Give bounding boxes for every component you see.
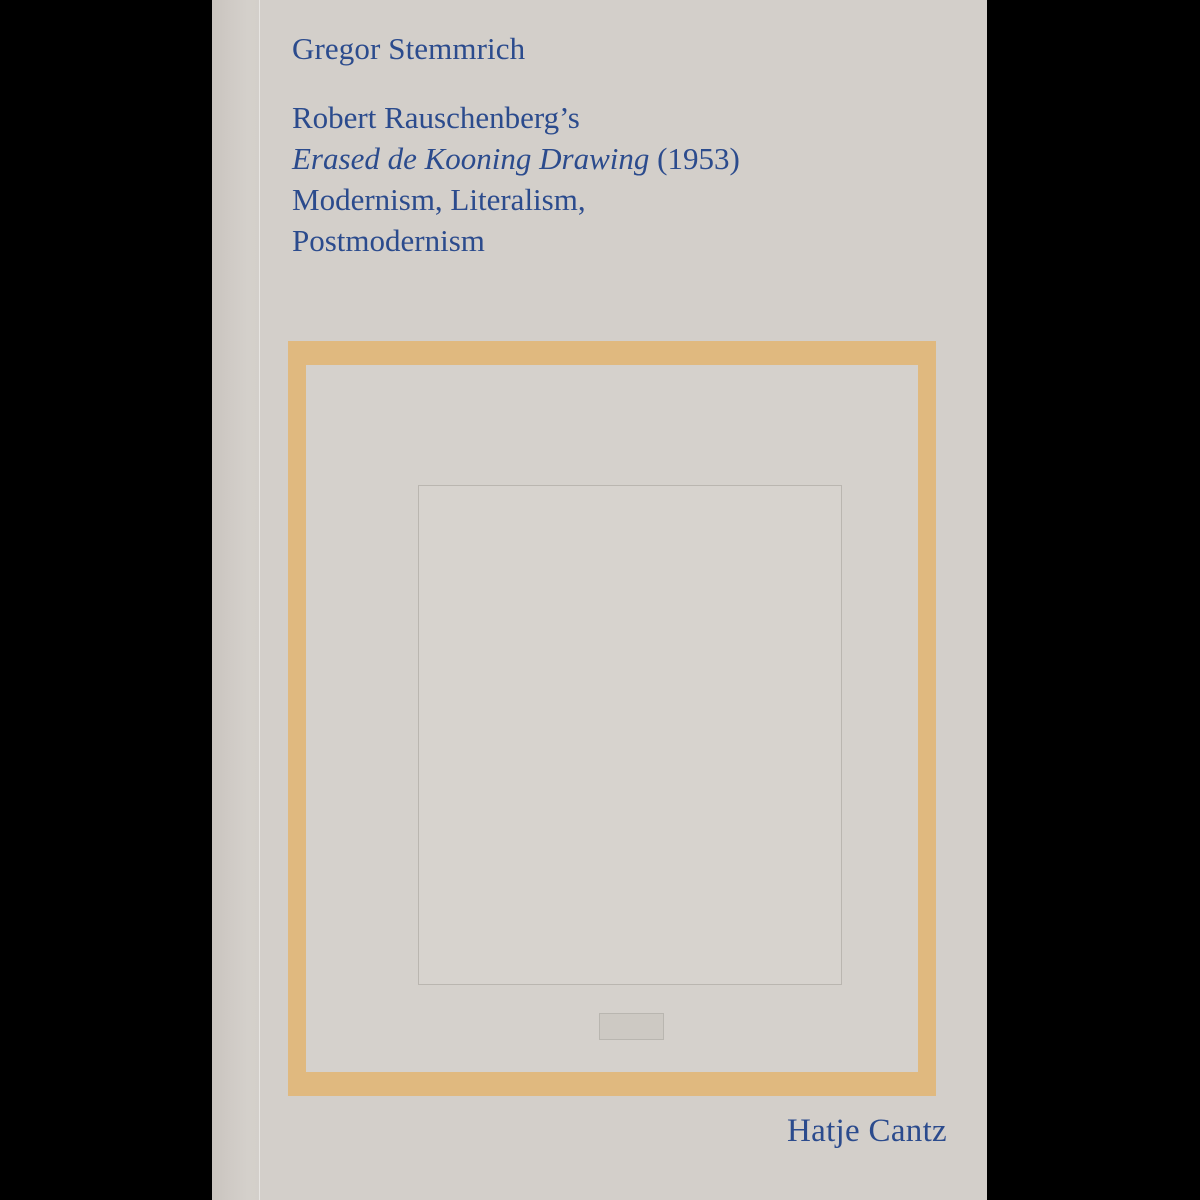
artwork-label-plate (599, 1013, 664, 1040)
cover-artwork-mat (306, 365, 918, 1072)
book-spine-highlight-line (259, 0, 260, 1200)
cover-artwork-frame (288, 341, 936, 1096)
erased-drawing-paper (418, 485, 842, 985)
publisher-name: Hatje Cantz (787, 1113, 947, 1149)
book-cover (212, 0, 987, 1200)
title-line-2 (292, 138, 932, 179)
title-line-1: Robert Rauschenberg’s (292, 99, 580, 135)
title-work-year: (1953) (649, 140, 740, 176)
title-work-italic: Erased de Kooning Drawing (292, 140, 650, 176)
cover-title-block (292, 30, 932, 262)
author-name: Gregor Stemmrich (292, 31, 526, 66)
title-line-3: Modernism, Literalism, (292, 182, 586, 218)
book-spine-edge (212, 0, 260, 1200)
title-line-4: Postmodernism (292, 223, 485, 259)
book-title (292, 97, 932, 262)
